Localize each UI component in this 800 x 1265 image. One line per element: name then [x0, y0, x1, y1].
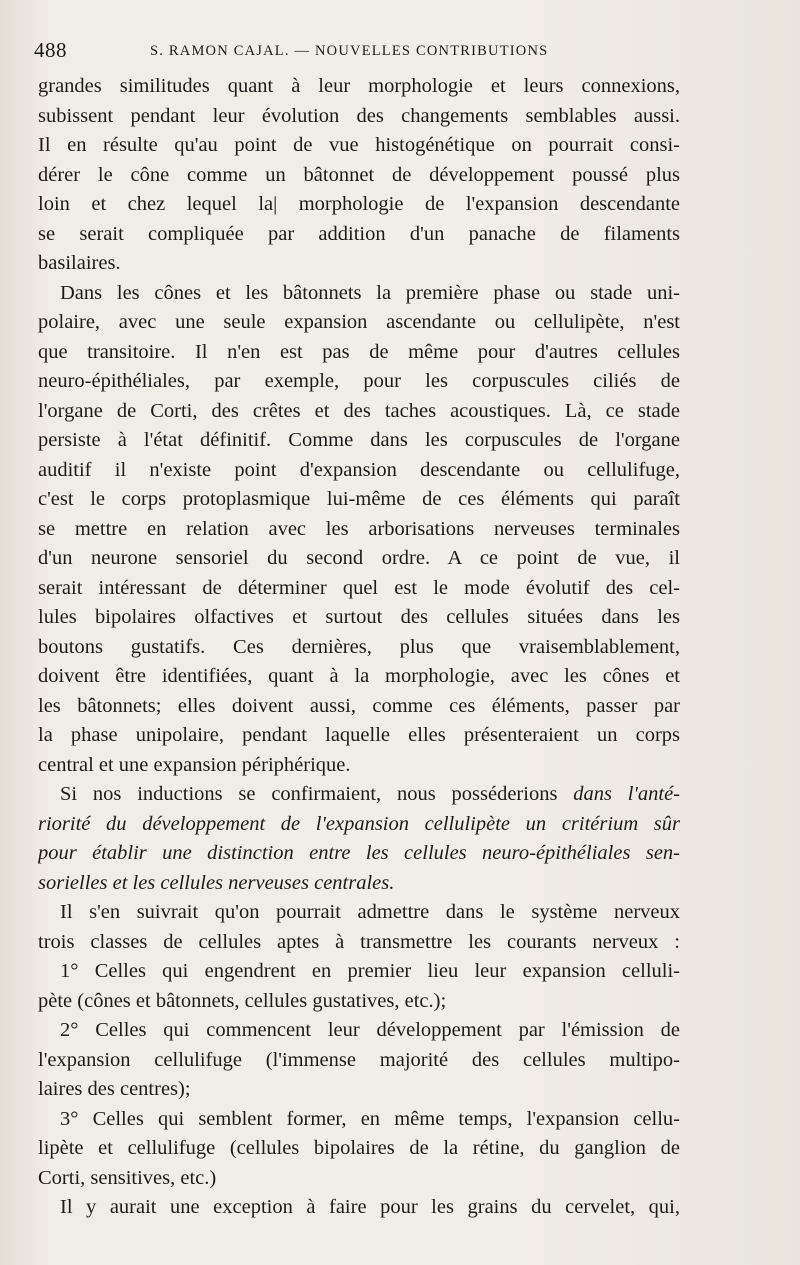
paragraph — [38, 898, 680, 957]
text-line: persiste à l'état définitif. Comme dans les corpuscules de l'organe — [38, 429, 680, 451]
text-line: l'organe de Corti, des crêtes et des taches acoustiques. Là, ce stade — [38, 399, 680, 422]
text-run-italic: dans l'anté- — [573, 783, 680, 805]
text-line: l'expansion cellulifuge (l'immense majorité des cellules multipo- — [38, 1048, 680, 1071]
text-line: polaire, avec une seule expansion ascendante ou cellulipète, n'est — [38, 311, 680, 333]
text-line: pour établir une distinction entre les cellules neuro-épithéliales sen- — [38, 842, 680, 864]
text-line: Corti, sensitives, etc.) — [38, 1166, 217, 1189]
text-line: se serait compliquée par addition d'un panache de filaments — [38, 222, 680, 245]
list-item — [38, 1105, 680, 1194]
text-line: subissent pendant leur évolution des changements semblables aussi. — [38, 104, 680, 127]
text-line: serait intéressant de déterminer quel est le mode évolutif des cel- — [38, 576, 680, 599]
text-line: dérer le cône comme un bâtonnet de développement poussé plus — [38, 163, 680, 186]
text-line: doivent être identifiées, quant à la morphologie, avec les cônes et — [38, 665, 680, 687]
text-line: neuro-épithéliales, par exemple, pour les corpuscules ciliés de — [38, 370, 680, 392]
text-line: Il en résulte qu'au point de vue histogénétique on pourrait consi- — [38, 134, 680, 156]
page-number: 488 — [34, 38, 67, 62]
text-line: grandes similitudes quant à leur morphologie et leurs connexions, — [38, 75, 680, 97]
paragraph — [38, 72, 680, 279]
text-line-mixed — [38, 780, 680, 810]
text-line: trois classes de cellules aptes à transmettre les courants nerveux : — [38, 930, 680, 953]
text-line: que transitoire. Il n'en est pas de même pour d'autres cellules — [38, 340, 680, 363]
text-run: Si nos inductions se confirmaient, nous posséderions — [60, 783, 574, 805]
text-line: les bâtonnets; elles doivent aussi, comme ces éléments, passer par — [38, 694, 680, 717]
text-line: laires des centres); — [38, 1078, 191, 1100]
paragraph — [38, 1193, 680, 1223]
text-line: 1° Celles qui engendrent en premier lieu leur expansion celluli- — [60, 960, 680, 982]
text-line: sorielles et les cellules nerveuses centrales. — [38, 871, 395, 894]
running-head: S. RAMON CAJAL. — NOUVELLES CONTRIBUTIONS — [150, 43, 549, 59]
text-line: loin et chez lequel la| morphologie de l'expansion descendante — [38, 193, 680, 215]
text-line: se mettre en relation avec les arborisations nerveuses terminales — [38, 517, 680, 540]
text-line: basilaires. — [38, 252, 121, 274]
paragraph-italic — [38, 780, 680, 898]
page-header — [34, 38, 684, 66]
body-text — [38, 72, 680, 1223]
text-line: riorité du développement de l'expansion cellulipète un critérium sûr — [38, 812, 680, 835]
text-line: 2° Celles qui commencent leur développement par l'émission de — [60, 1019, 680, 1041]
list-item — [38, 957, 680, 1016]
paragraph — [38, 279, 680, 781]
text-line: pète (cônes et bâtonnets, cellules gustatives, etc.); — [38, 989, 447, 1012]
text-line: la phase unipolaire, pendant laquelle elles présenteraient un corps — [38, 724, 680, 746]
text-line: 3° Celles qui semblent former, en même temps, l'expansion cellu- — [60, 1107, 680, 1130]
text-line: Il y aurait une exception à faire pour les grains du cervelet, qui, — [60, 1196, 680, 1218]
text-line: Dans les cônes et les bâtonnets la première phase ou stade uni- — [60, 281, 680, 304]
text-line: Il s'en suivrait qu'on pourrait admettre dans le système nerveux — [60, 901, 680, 923]
text-line: d'un neurone sensoriel du second ordre. A ce point de vue, il — [38, 547, 680, 569]
text-line: central et une expansion périphérique. — [38, 753, 351, 776]
text-line: auditif il n'existe point d'expansion descendante ou cellulifuge, — [38, 458, 680, 481]
text-line: lules bipolaires olfactives et surtout des cellules situées dans les — [38, 606, 680, 628]
text-line: boutons gustatifs. Ces dernières, plus que vraisemblablement, — [38, 635, 680, 658]
text-line: lipète et cellulifuge (cellules bipolaires de la rétine, du ganglion de — [38, 1137, 680, 1159]
text-line: c'est le corps protoplasmique lui-même de ces éléments qui paraît — [38, 488, 680, 510]
list-item — [38, 1016, 680, 1105]
